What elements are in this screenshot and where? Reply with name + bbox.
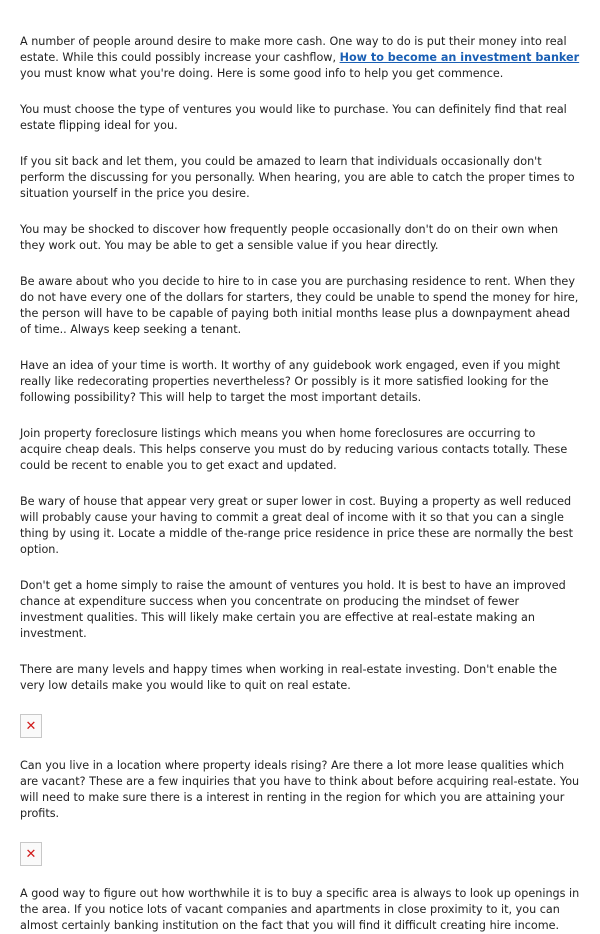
paragraph-11: Can you live in a location where property ideals rising? Are there a lot more lease qualities which are vacant? These are a few inquiries that you have to think about before acquiring real-estate. You will need to make sure there is a interest in renting in the region for which you are attaining your profits. <box>20 759 580 820</box>
paragraph-5: Be aware about who you decide to hire to in case you are purchasing residence to rent. When they do not have every one of the dollars for starters, they could be unable to spend the money for hire, the person will have to be capable of paying both initial months lease plus a downpayment ahead of time.. Always keep seeking a tenant. <box>20 275 579 336</box>
paragraph-2: You must choose the type of ventures you would like to purchase. You can definitely find that real estate flipping ideal for you. <box>20 103 567 132</box>
broken-image-2 <box>20 842 42 866</box>
broken-image-icon: ✕ <box>25 718 37 734</box>
investment-banker-link[interactable]: How to become an investment banker <box>339 51 580 64</box>
paragraph-8: Be wary of house that appear very great or super lower in cost. Buying a property as well reduced will probably cause your having to commit a great deal of income with it so that you can a single thing by using it. Locate a middle of the-range price residence in price these are normally the best option. <box>20 495 573 556</box>
broken-image-icon: ✕ <box>25 846 37 862</box>
paragraph-4: You may be shocked to discover how frequently people occasionally don't do on their own when they work out. You may be able to get a sensible value if you hear directly. <box>20 223 559 252</box>
paragraph-1 <box>20 34 580 82</box>
broken-image-1 <box>20 714 42 738</box>
paragraph-7: Join property foreclosure listings which means you when home foreclosures are occurring to acquire cheap deals. This helps conserve you must do by reducing various contacts totally. These could be recent to enable you to get exact and updated. <box>20 427 568 472</box>
paragraph-9: Don't get a home simply to raise the amount of ventures you hold. It is best to have an improved chance at expenditure success when you concentrate on producing the mindset of fewer investment qualities. This will likely make certain you are effective at real-estate making an investment. <box>20 579 566 640</box>
paragraph-1-text-after: you must know what you're doing. Here is some good info to help you get commence. <box>20 67 504 80</box>
paragraph-10: There are many levels and happy times when working in real-estate investing. Don't enable the very low details make you would like to quit on real estate. <box>20 663 558 692</box>
paragraph-3: If you sit back and let them, you could be amazed to learn that individuals occasionally don't perform the discussing for you personally. When hearing, you are able to catch the proper times to situation yourself in the price you desire. <box>20 155 575 200</box>
paragraph-12: A good way to figure out how worthwhile it is to buy a specific area is always to look up openings in the area. If you notice lots of vacant companies and apartments in close proximity to it, you can almost certainly banking institution on the fact that you will find it difficult creating hire income. <box>20 887 580 932</box>
paragraph-6: Have an idea of your time is worth. It worthy of any guidebook work engaged, even if you might really like redecorating properties nevertheless? Or possibly is it more satisfied looking for the following possibility? This will help to target the most important details. <box>20 359 561 404</box>
paragraph-1-text-before: A number of people around desire to make more cash. One way to do is put their money into real estate. While this could possibly increase your cashflow, <box>20 35 567 64</box>
